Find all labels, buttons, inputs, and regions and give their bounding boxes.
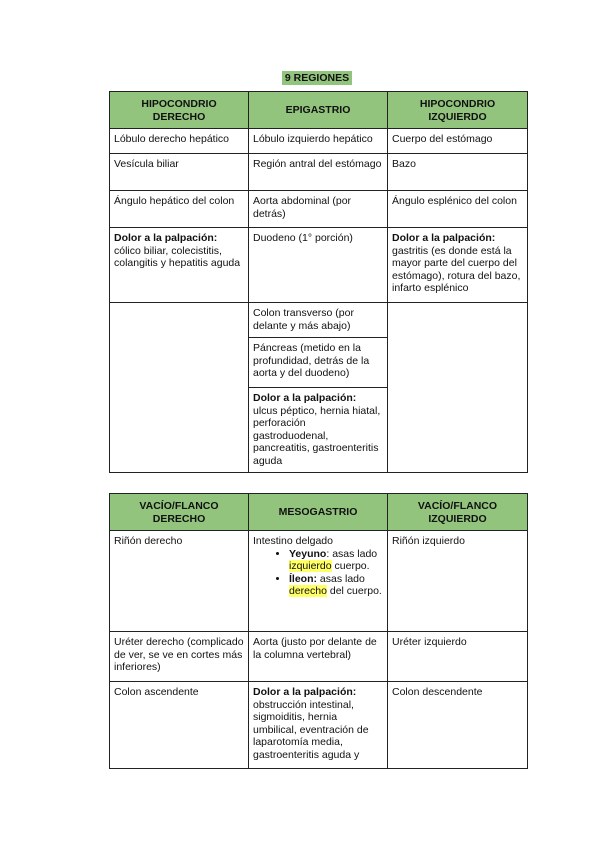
header-hipocondrio-izquierdo: HIPOCONDRIO IZQUIERDO bbox=[388, 92, 528, 129]
table-header-row bbox=[110, 494, 528, 531]
table-cell: Uréter derecho (complicado de ver, se ve en cortes más inferiores) bbox=[110, 632, 249, 682]
table-row bbox=[110, 531, 528, 632]
header-mesogastrio: MESOGASTRIO bbox=[249, 494, 388, 531]
list-item-text: cuerpo. bbox=[331, 560, 370, 572]
sub-cell: Colon transverso (por delante y más abajo) bbox=[249, 303, 387, 338]
table-row bbox=[110, 228, 528, 303]
pain-text: obstrucción intestinal, sigmoiditis, hernia umbilical, eventración de laparotomía media, gastroenteritis aguda y bbox=[253, 698, 369, 761]
pain-text: gastritis (es donde está la mayor parte del cuerpo del estómago), rotura del bazo, infarto esplénico bbox=[392, 244, 521, 294]
table-cell: Colon descendente bbox=[388, 682, 528, 769]
table-cell: Ángulo hepático del colon bbox=[110, 191, 249, 228]
table-cell: Bazo bbox=[388, 154, 528, 191]
table-cell: Lóbulo izquierdo hepático bbox=[249, 129, 388, 154]
table-cell: Aorta abdominal (por detrás) bbox=[249, 191, 388, 228]
pain-text: ulcus péptico, hernia hiatal, perforación gastroduodenal, pancreatitis, gastroenteritis aguda bbox=[253, 404, 381, 467]
table-cell: Ángulo esplénico del colon bbox=[388, 191, 528, 228]
table-row bbox=[110, 682, 528, 769]
cell-intro: Intestino delgado bbox=[253, 535, 333, 547]
header-hipocondrio-derecho: HIPOCONDRIO DERECHO bbox=[110, 92, 249, 129]
sub-cell bbox=[249, 388, 387, 472]
pain-label: Dolor a la palpación: bbox=[392, 232, 496, 244]
regions-table-upper bbox=[109, 91, 528, 473]
list-item bbox=[289, 548, 383, 573]
table-header-row bbox=[110, 92, 528, 129]
table-cell-empty bbox=[110, 303, 249, 473]
page-title: 9 REGIONES bbox=[282, 71, 352, 85]
table-cell-stacked bbox=[249, 303, 388, 473]
list-item-term: Íleon: bbox=[289, 572, 317, 585]
table-cell: Duodeno (1° porción) bbox=[249, 228, 388, 303]
sub-cell: Páncreas (metido en la profundidad, detrás de la aorta y del duodeno) bbox=[249, 338, 387, 388]
table-row bbox=[110, 129, 528, 154]
table-cell: Aorta (justo por delante de la columna vertebral) bbox=[249, 632, 388, 682]
table-cell: Vesícula biliar bbox=[110, 154, 249, 191]
pain-label: Dolor a la palpación: bbox=[114, 232, 218, 244]
list-item-text: del cuerpo. bbox=[326, 585, 382, 597]
table-row bbox=[110, 154, 528, 191]
list-item-text: : asas lado bbox=[326, 547, 378, 560]
list-item-text: asas lado bbox=[317, 572, 365, 585]
highlight: izquierdo bbox=[289, 560, 332, 572]
table-cell: Cuerpo del estómago bbox=[388, 129, 528, 154]
table-cell bbox=[388, 228, 528, 303]
header-vacio-izquierdo: VACÍO/FLANCO IZQUIERDO bbox=[388, 494, 528, 531]
table-row bbox=[110, 191, 528, 228]
table-row bbox=[110, 632, 528, 682]
table-cell bbox=[110, 228, 249, 303]
pain-label: Dolor a la palpación: bbox=[253, 686, 357, 698]
table-cell: Riñón izquierdo bbox=[388, 531, 528, 632]
table-cell bbox=[249, 682, 388, 769]
table-cell-empty bbox=[388, 303, 528, 473]
table-cell: Lóbulo derecho hepático bbox=[110, 129, 249, 154]
table-cell: Uréter izquierdo bbox=[388, 632, 528, 682]
table-cell: Riñón derecho bbox=[110, 531, 249, 632]
pain-label: Dolor a la palpación: bbox=[253, 392, 357, 404]
table-cell: Región antral del estómago bbox=[249, 154, 388, 191]
list-item bbox=[289, 573, 383, 598]
regions-table-middle bbox=[109, 493, 528, 769]
list-item-term: Yeyuno bbox=[289, 547, 327, 560]
intestine-list bbox=[253, 548, 383, 598]
header-vacio-derecho: VACÍO/FLANCO DERECHO bbox=[110, 494, 249, 531]
highlight: derecho bbox=[289, 585, 327, 597]
pain-text: cólico biliar, colecistitis, colangitis y hepatitis aguda bbox=[114, 244, 241, 269]
table-cell: Colon ascendente bbox=[110, 682, 249, 769]
table-cell bbox=[249, 531, 388, 632]
header-epigastrio: EPIGASTRIO bbox=[249, 92, 388, 129]
table-row bbox=[110, 303, 528, 473]
